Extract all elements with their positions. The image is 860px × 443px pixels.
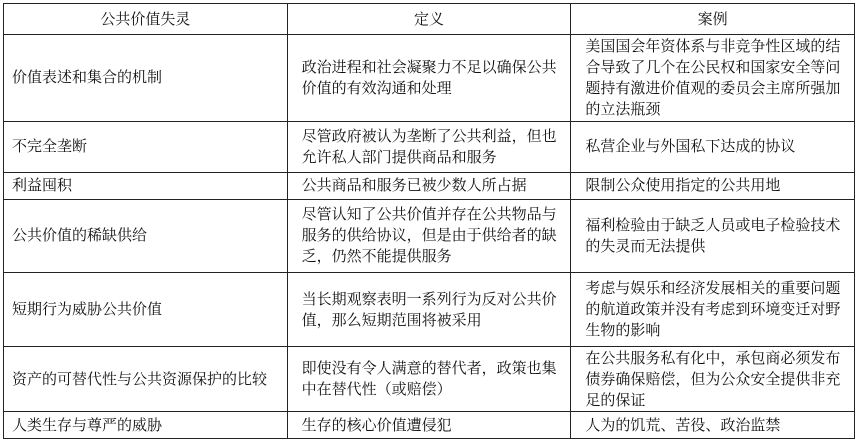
header-category: 公共价值失灵 <box>4 4 288 35</box>
table-row <box>4 412 855 439</box>
example-cell: 美国国会年资体系与非竞争性区域的结合导致了几个在公民权和国家安全等问题持有激进价值观的委员会主席所强加的立法瓶颈 <box>571 35 855 122</box>
definition-cell: 即使没有令人满意的替代者，政策也集中在替代性（或赔偿） <box>287 346 571 411</box>
table-row <box>4 35 855 122</box>
example-cell: 考虑与娱乐和经济发展相关的重要问题的航道政策并没有考虑到环境变迁对野生物的影响 <box>571 273 855 347</box>
table-row <box>4 121 855 172</box>
category-cell: 利益囤积 <box>4 173 288 200</box>
example-cell: 人为的饥荒、苦役、政治监禁 <box>571 412 855 439</box>
category-cell: 资产的可替代性与公共资源保护的比较 <box>4 346 288 411</box>
header-example: 案例 <box>571 4 855 35</box>
table-row <box>4 199 855 273</box>
header-definition: 定义 <box>287 4 571 35</box>
category-cell: 短期行为威胁公共价值 <box>4 273 288 347</box>
definition-cell: 尽管认知了公共价值并存在公共物品与服务的供给协议，但是由于供给者的缺乏，仍然不能提供服务 <box>287 199 571 273</box>
definition-cell: 当长期观察表明一系列行为反对公共价值，那么短期范围将被采用 <box>287 273 571 347</box>
example-cell: 限制公众使用指定的公共用地 <box>571 173 855 200</box>
table-header-row <box>4 4 855 35</box>
definition-cell: 生存的核心价值遭侵犯 <box>287 412 571 439</box>
example-cell: 福利检验由于缺乏人员或电子检验技术的失灵而无法提供 <box>571 199 855 273</box>
definition-cell: 尽管政府被认为垄断了公共利益，但也允许私人部门提供商品和服务 <box>287 121 571 172</box>
table-row <box>4 173 855 200</box>
category-cell: 价值表述和集合的机制 <box>4 35 288 122</box>
example-cell: 私营企业与外国私下达成的协议 <box>571 121 855 172</box>
table-row <box>4 346 855 411</box>
public-value-failure-table <box>3 3 855 439</box>
definition-cell: 政治进程和社会凝聚力不足以确保公共价值的有效沟通和处理 <box>287 35 571 122</box>
definition-cell: 公共商品和服务已被少数人所占据 <box>287 173 571 200</box>
category-cell: 不完全垄断 <box>4 121 288 172</box>
example-cell: 在公共服务私有化中，承包商必须发布债券确保赔偿，但为公众安全提供非充足的保证 <box>571 346 855 411</box>
category-cell: 公共价值的稀缺供给 <box>4 199 288 273</box>
category-cell: 人类生存与尊严的威胁 <box>4 412 288 439</box>
table-row <box>4 273 855 347</box>
